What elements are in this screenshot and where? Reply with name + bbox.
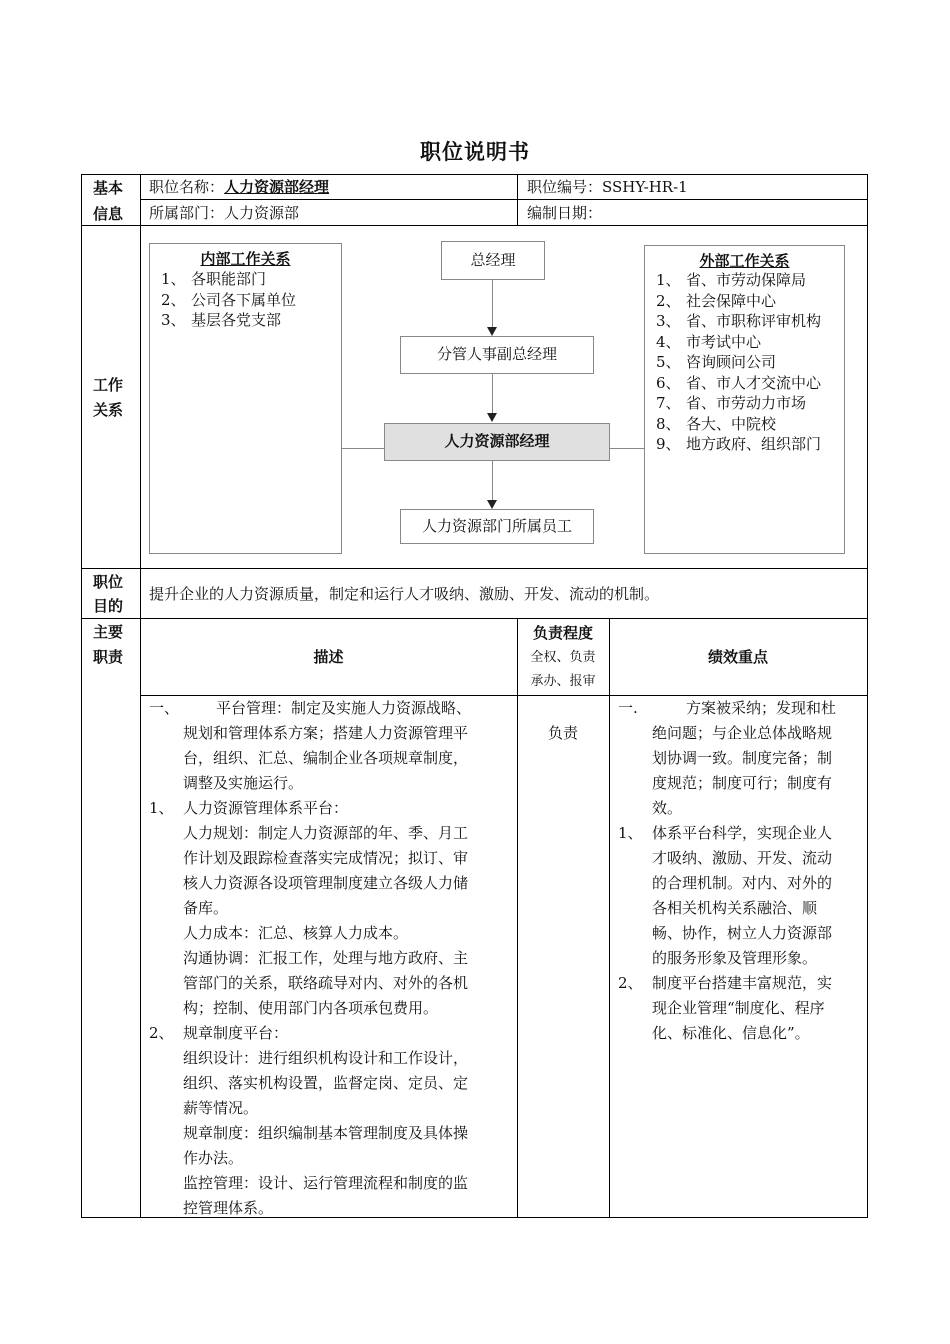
list-item-text: 地方政府、组织部门	[686, 435, 822, 453]
list-item-text: 各职能部门	[191, 270, 267, 288]
list-item-text: 市考试中心	[686, 332, 762, 351]
department-value: 人力资源部	[224, 204, 300, 222]
list-item	[656, 332, 836, 353]
desc-item-number: 2、	[149, 1024, 174, 1042]
desc-line: 平台管理：制定及实施人力资源战略、	[216, 699, 472, 717]
list-item	[161, 310, 336, 331]
list-item	[656, 373, 836, 394]
perf-line: 化、标准化、信息化”。	[652, 1024, 810, 1042]
desc-line: 控管理体系。	[183, 1199, 274, 1217]
position-code-row	[527, 175, 688, 200]
position-name-label: 职位名称：	[149, 178, 225, 196]
org-hr-staff: 人力资源部门所属员工	[400, 509, 594, 544]
perf-line: 方案被采纳；发现和杜	[686, 699, 837, 717]
list-item	[656, 414, 836, 435]
desc-item-title: 规章制度平台：	[183, 1024, 289, 1042]
table-line	[81, 568, 868, 569]
table-line	[140, 174, 141, 1218]
desc-line: 调整及实施运行。	[183, 774, 304, 792]
desc-line: 人力规划：制定人力资源部的年、季、月工	[183, 824, 469, 842]
document-title: 职位说明书	[420, 139, 530, 164]
org-arrow-line	[492, 280, 493, 328]
desc-item-hr-system	[149, 796, 511, 821]
org-arrow-line	[492, 461, 493, 501]
column-header-performance: 绩效重点	[707, 648, 768, 666]
perf-item-number: 1、	[618, 824, 643, 842]
connector-line-internal	[342, 448, 384, 449]
perf-line: 才吸纳、激励、开发、流动	[652, 849, 833, 867]
list-item	[656, 291, 836, 312]
perf-item-platform	[618, 696, 863, 721]
external-relations-title: 外部工作关系	[699, 252, 790, 270]
desc-line: 管部门的关系，联络疏导对内、对外的各机	[183, 974, 469, 992]
desc-item-rules-system	[149, 1021, 511, 1046]
perf-line: 划协调一致。制度完备；制	[652, 749, 833, 767]
org-vp-hr: 分管人事副总经理	[400, 336, 594, 374]
department-label: 所属部门：	[149, 204, 225, 222]
internal-relations-title: 内部工作关系	[200, 250, 291, 268]
org-arrow-head	[487, 413, 497, 422]
perf-line: 的合理机制。对内、对外的	[652, 874, 833, 892]
list-item-number: 1、	[161, 270, 186, 288]
list-item-number: 3、	[161, 311, 186, 329]
perf-line: 绝问题；与企业总体战略规	[652, 724, 833, 742]
list-item-number: 8、	[656, 414, 681, 433]
perf-line: 度规范；制度可行；制度有	[652, 774, 833, 792]
relations-label-1: 工作	[93, 376, 124, 394]
list-item	[656, 270, 836, 291]
list-item-text: 省、市职称评审机构	[686, 312, 822, 330]
perf-line: 各相关机构关系融洽、顺	[652, 899, 818, 917]
list-item	[161, 290, 336, 311]
purpose-label-2: 目的	[93, 597, 124, 615]
table-border-right	[867, 174, 868, 1218]
list-item	[656, 393, 836, 414]
list-item-number: 4、	[656, 332, 681, 351]
list-item-text: 公司各下属单位	[191, 290, 297, 309]
date-row	[527, 201, 602, 226]
list-item-text: 省、市劳动力市场	[686, 394, 807, 412]
list-item-text: 咨询顾问公司	[686, 353, 777, 371]
perf-item-number: 2、	[618, 974, 643, 992]
list-item-number: 7、	[656, 394, 681, 412]
desc-line: 备库。	[183, 899, 229, 917]
purpose-text: 提升企业的人力资源质量，制定和运行人才吸纳、激励、开发、流动的机制。	[149, 585, 660, 603]
desc-line: 人力成本：汇总、核算人力成本。	[183, 924, 409, 942]
list-item	[656, 311, 836, 332]
perf-item-number: 一.	[618, 699, 638, 717]
basic-label-1: 基本	[93, 179, 124, 197]
desc-line: 台，组织、汇总、编制企业各项规章制度，	[183, 749, 469, 767]
org-general-manager: 总经理	[441, 241, 545, 280]
org-arrow-head	[487, 500, 497, 509]
purpose-label-1: 职位	[93, 573, 124, 591]
desc-line: 核人力资源各设项管理制度建立各级人力储	[183, 874, 469, 892]
org-arrow-line	[492, 374, 493, 414]
table-border-left	[81, 174, 82, 1218]
list-item-number: 5、	[656, 353, 681, 371]
desc-line: 构；控制、使用部门内各项承包费用。	[183, 999, 439, 1017]
responsibility-options-1: 全权、负责	[530, 650, 596, 665]
duties-label-1: 主要	[93, 623, 124, 641]
desc-item-platform	[149, 696, 511, 721]
perf-line: 效。	[652, 799, 683, 817]
table-line	[609, 618, 610, 1218]
desc-line: 组织设计：进行组织机构设计和工作设计，	[183, 1049, 469, 1067]
responsibility-options-2: 承办、报审	[530, 674, 596, 689]
external-relations-list	[656, 270, 836, 455]
perf-item-rules-system	[618, 971, 863, 996]
desc-line: 监控管理：设计、运行管理流程和制度的监	[183, 1174, 469, 1192]
perf-line: 现企业管理“制度化、程序	[652, 999, 825, 1017]
list-item	[161, 269, 336, 290]
list-item-number: 6、	[656, 373, 681, 392]
table-line	[81, 618, 868, 619]
perf-line: 制度平台搭建丰富规范，实	[652, 974, 833, 992]
desc-line: 规划和管理体系方案；搭建人力资源管理平	[183, 724, 469, 742]
duties-label-2: 职责	[93, 648, 124, 666]
list-item-number: 3、	[656, 312, 681, 330]
relations-label-2: 关系	[93, 401, 124, 419]
responsibility-value: 负责	[547, 724, 578, 742]
table-line	[517, 618, 518, 1218]
date-label: 编制日期：	[527, 204, 603, 222]
desc-item-number: 1、	[149, 799, 174, 817]
list-item	[656, 352, 836, 373]
position-code-label: 职位编号：	[527, 178, 603, 196]
position-name-row	[149, 175, 329, 200]
perf-line: 畅、协作，树立人力资源部	[652, 924, 833, 942]
perf-line: 体系平台科学，实现企业人	[652, 824, 833, 842]
position-code-value: SSHY-HR-1	[602, 178, 688, 196]
perf-item-hr-system	[618, 821, 863, 846]
list-item-number: 2、	[656, 291, 681, 310]
list-item-text: 省、市人才交流中心	[686, 373, 822, 392]
table-line	[517, 174, 518, 225]
desc-line: 薪等情况。	[183, 1099, 259, 1117]
department-row	[149, 201, 299, 226]
desc-line: 组织、落实机构设置，监督定岗、定员、定	[183, 1074, 469, 1092]
list-item	[656, 434, 836, 455]
desc-line: 规章制度：组织编制基本管理制度及具体操	[183, 1124, 469, 1142]
list-item-number: 2、	[161, 290, 186, 309]
list-item-number: 9、	[656, 435, 681, 453]
duty-description	[149, 696, 511, 1221]
connector-line-external	[609, 448, 644, 449]
perf-line: 的服务形象及管理形象。	[652, 949, 818, 967]
basic-label-2: 信息	[93, 205, 124, 223]
list-item-text: 社会保障中心	[686, 291, 777, 310]
desc-item-number: 一、	[149, 699, 180, 717]
column-header-description: 描述	[313, 648, 344, 666]
list-item-text: 省、市劳动保障局	[686, 271, 807, 289]
column-header-responsibility: 负责程度	[532, 624, 593, 642]
list-item-text: 基层各党支部	[191, 311, 282, 329]
desc-line: 作计划及跟踪检查落实完成情况；拟订、审	[183, 849, 469, 867]
org-hr-manager: 人力资源部经理	[384, 423, 610, 461]
desc-line: 沟通协调：汇报工作，处理与地方政府、主	[183, 949, 469, 967]
internal-relations-list	[161, 269, 336, 331]
position-name-value: 人力资源部经理	[224, 178, 330, 196]
list-item-number: 1、	[656, 271, 681, 289]
desc-line: 作办法。	[183, 1149, 244, 1167]
performance-focus	[618, 696, 863, 1046]
org-arrow-head	[487, 327, 497, 336]
job-description-table	[81, 174, 868, 1218]
desc-item-title: 人力资源管理体系平台：	[183, 799, 349, 817]
list-item-text: 各大、中院校	[686, 414, 777, 433]
